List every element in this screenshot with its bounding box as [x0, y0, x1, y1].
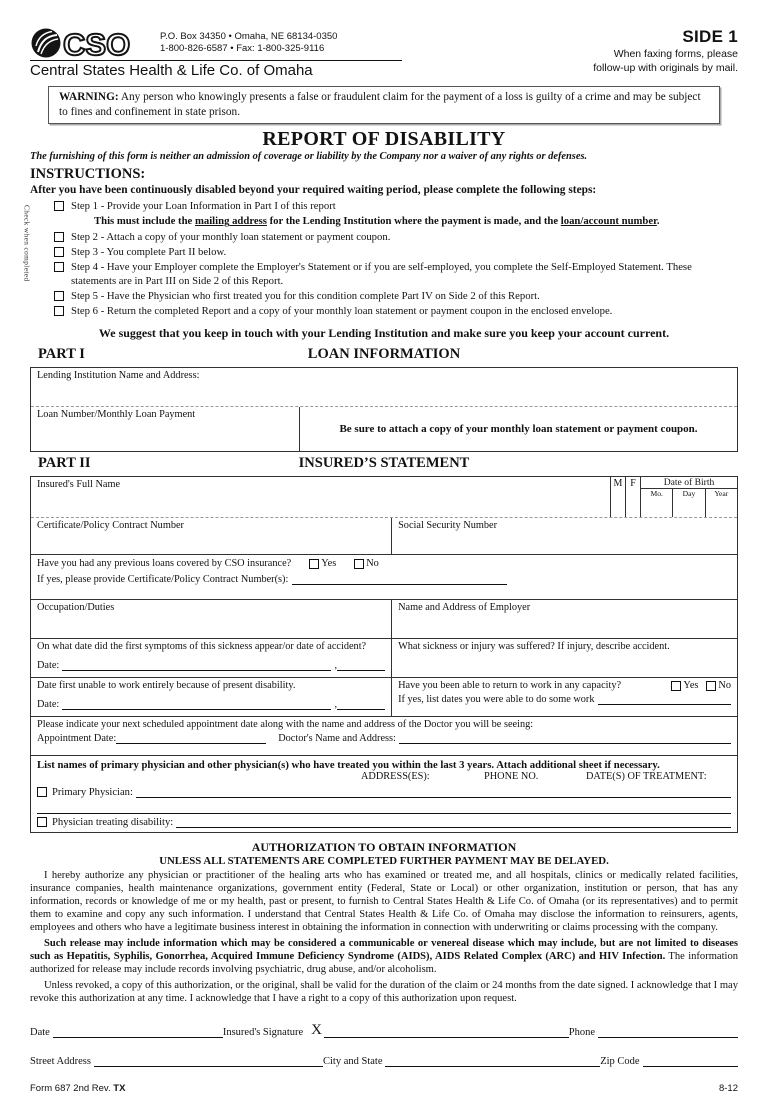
- certificate-number-label: Certificate/Policy Contract Number: [37, 520, 184, 532]
- lending-institution-field[interactable]: [31, 368, 737, 407]
- if-yes-provide-label: If yes, please provide Certificate/Policy Contract Number(s):: [37, 574, 289, 586]
- step-5-checkbox-icon[interactable]: [54, 291, 64, 301]
- appointment-intro: Please indicate your next scheduled appointment date along with the name and address of the Doctor you will be seeing:: [37, 719, 534, 731]
- insured-signature-blank-line[interactable]: [324, 1026, 569, 1038]
- part2-header: [30, 455, 738, 474]
- keep-in-touch-note: We suggest that you keep in touch with your Lending Institution and make sure you keep your account current.: [98, 326, 670, 341]
- dob-year-column[interactable]: Year: [705, 489, 737, 517]
- po-box-line: P.O. Box 34350 • Omaha, NE 68134-0350: [160, 31, 338, 42]
- step-item-5: [54, 289, 738, 303]
- sickness-question: What sickness or injury was suffered? If injury, describe accident.: [398, 641, 670, 653]
- step-1-text: Step 1 - Provide your Loan Information in Part I of this report: [71, 200, 336, 213]
- authorization-paragraph-1: I hereby authorize any physician or practitioner of the healing arts who has examined or treated me, and all hospitals, clinics or medically related facilities, insurance companies, health maintenance organizations, government entity (Federal, State or Local) or other organization, institution or person, that has any information, records or knowledge of me or my health, past or present, to furnish to Central States Health & Life Co. of Omaha (or its representatives) and to permit them to examine and copy any such information. I understand that Central States Health & Life Co. of Omaha may disclose the information to reinsurers, agents, employees and others who have a legitimate business interest in obtaining the information in connection with underwriting or claims processing with the company.: [30, 870, 738, 934]
- phone-fax-line: 1-800-826-6587 • Fax: 1-800-325-9116: [160, 43, 325, 55]
- mailing-address-underlined: mailing address: [194, 215, 267, 228]
- step-item-6: [54, 304, 738, 318]
- authorization-paragraph-2: [30, 938, 738, 977]
- step-3-checkbox-icon[interactable]: [54, 247, 64, 257]
- fax-note-line1: When faxing forms, please: [613, 48, 738, 61]
- part2-table: [30, 476, 738, 833]
- fax-note-line2: follow-up with originals by mail.: [593, 61, 738, 74]
- primary-physician-checkbox-icon[interactable]: [37, 787, 47, 797]
- previous-loans-question: Have you had any previous loans covered by CSO insurance?: [37, 558, 292, 570]
- previous-loans-yes-checkbox-icon[interactable]: [309, 559, 319, 569]
- instructions-heading: INSTRUCTIONS:: [30, 166, 146, 183]
- loan-number-field[interactable]: [31, 407, 299, 451]
- return-work-no-checkbox-icon[interactable]: [706, 681, 716, 691]
- appointment-date-blank-line[interactable]: [116, 732, 266, 744]
- step-1-note: [94, 214, 738, 228]
- step-6-checkbox-icon[interactable]: [54, 306, 64, 316]
- phone-column-label: PHONE NO.: [484, 771, 539, 783]
- page-title: REPORT OF DISABILITY: [262, 128, 506, 151]
- insured-name-field[interactable]: [31, 477, 610, 517]
- physician-extra-blank-line[interactable]: [37, 800, 731, 814]
- occupation-label: Occupation/Duties: [37, 602, 115, 614]
- employer-label: Name and Address of Employer: [398, 602, 531, 614]
- signature-row: [30, 1023, 738, 1038]
- first-symptoms-field[interactable]: [31, 639, 391, 677]
- authorization-subheading: UNLESS ALL STATEMENTS ARE COMPLETED FURTHER PAYMENT MAY BE DELAYED.: [159, 855, 609, 868]
- phone-blank-line[interactable]: [598, 1026, 738, 1038]
- return-work-yes-checkbox-icon[interactable]: [671, 681, 681, 691]
- address-row: [30, 1055, 738, 1067]
- dob-month-column[interactable]: Mo.: [650, 489, 663, 499]
- company-name: Central States Health & Life Co. of Omaha: [30, 60, 402, 79]
- form-footer: [30, 1083, 738, 1094]
- side-label: SIDE 1: [682, 27, 738, 46]
- side-info: [593, 26, 738, 75]
- doctor-name-label: Doctor's Name and Address:: [278, 733, 396, 745]
- cso-logo-icon: [30, 26, 156, 60]
- return-to-work-field: [391, 678, 737, 716]
- street-address-blank-line[interactable]: [94, 1055, 323, 1067]
- authorization-heading: AUTHORIZATION TO OBTAIN INFORMATION: [251, 840, 517, 855]
- step-item-3: [54, 245, 738, 259]
- company-address: [160, 31, 337, 56]
- signature-date-blank-line[interactable]: [53, 1026, 223, 1038]
- cso-logo-text: CSO: [63, 27, 131, 62]
- certificate-number-field[interactable]: [31, 518, 391, 554]
- female-checkbox-cell[interactable]: [625, 477, 640, 517]
- step-1-note-post: .: [656, 215, 660, 228]
- form-date-code: 8-12: [718, 1082, 738, 1094]
- work-dates-blank-line[interactable]: [598, 693, 731, 705]
- phone-label: Phone: [568, 1026, 595, 1038]
- part1-label: PART I: [38, 346, 85, 363]
- step-2-checkbox-icon[interactable]: [54, 232, 64, 242]
- physicians-header: List names of primary physician and other physician(s) who have treated you within the last 3 years. Attach additional sheet if necessary.: [37, 759, 660, 772]
- part1-header: [30, 346, 738, 365]
- female-label: F: [630, 478, 636, 490]
- previous-loans-no-checkbox-icon[interactable]: [354, 559, 364, 569]
- step-item-4: [54, 260, 738, 288]
- treating-physician-blank-line[interactable]: [176, 816, 731, 828]
- comma-2: ,: [334, 699, 338, 711]
- city-state-label: City and State: [322, 1055, 383, 1067]
- symptoms-year-blank-line[interactable]: [337, 659, 385, 671]
- city-state-blank-line[interactable]: [385, 1055, 600, 1067]
- date-label: Date:: [37, 660, 60, 672]
- treating-physician-checkbox-icon[interactable]: [37, 817, 47, 827]
- step-4-text: Step 4 - Have your Employer complete the Employer's Statement or if you are self-employed, you complete the Self-Employed Statement. These statements are in Part III on Side 2 of this Report.: [71, 260, 692, 287]
- physicians-row: [31, 756, 737, 832]
- doctor-name-blank-line[interactable]: [399, 732, 731, 744]
- dob-label: Date of Birth: [641, 477, 737, 489]
- step-1-note-mid: for the Lending Institution where the payment is made, and the: [266, 215, 561, 228]
- ssn-field[interactable]: [391, 518, 737, 554]
- form-state-code: TX: [113, 1082, 126, 1094]
- step-2-text: Step 2 - Attach a copy of your monthly loan statement or payment coupon.: [71, 230, 391, 243]
- dob-day-column[interactable]: Day: [672, 489, 704, 517]
- first-symptoms-question: On what date did the first symptoms of this sickness appear/or date of accident?: [37, 641, 367, 653]
- page-subtitle: The furnishing of this form is neither an admission of coverage or liability by the Company nor a waiver of any rights or defenses.: [30, 151, 588, 163]
- step-1-checkbox-icon[interactable]: [54, 201, 64, 211]
- ssn-label: Social Security Number: [398, 520, 498, 532]
- instructions-intro: After you have been continuously disabled beyond your required waiting period, please complete the following steps:: [30, 184, 597, 197]
- step-1-note-pre: This must include the: [94, 215, 195, 228]
- addresses-column-label: ADDRESS(ES):: [361, 771, 430, 783]
- yes-label: Yes: [321, 558, 337, 570]
- lending-institution-label: Lending Institution Name and Address:: [37, 370, 200, 382]
- occupation-field[interactable]: [31, 600, 391, 638]
- zip-code-blank-line[interactable]: [643, 1055, 738, 1067]
- sickness-field[interactable]: [391, 639, 737, 677]
- company-block: [30, 26, 402, 79]
- loan-number-label: Loan Number/Monthly Loan Payment: [37, 409, 196, 421]
- insured-signature-label: Insured's Signature: [222, 1026, 304, 1038]
- warning-box: [48, 86, 720, 124]
- authorization-paragraph-3: Unless revoked, a copy of this authorization, or the original, shall be valid for the duration of the claim or 24 months from the date signed. I acknowledge that I may revoke this authorization at any time. I acknowledge that I have a right to a copy of this authorization upon request.: [30, 980, 738, 1005]
- treating-physician-label: Physician treating disability:: [52, 817, 174, 829]
- step-item-1: [54, 199, 738, 213]
- attach-note: Be sure to attach a copy of your monthly loan statement or payment coupon.: [299, 407, 737, 451]
- form-header: [30, 26, 738, 79]
- unable-to-work-label: Date first unable to work entirely because of present disability.: [37, 680, 296, 692]
- disease-release-rest-text: The information authorized for release may include records involving psychiatric, drug abuse, and/or alcoholism.: [30, 951, 738, 976]
- street-address-label: Street Address: [30, 1055, 91, 1067]
- insured-name-label: Insured's Full Name: [37, 479, 121, 491]
- form-number: [30, 1083, 125, 1094]
- signature-x-mark: X: [311, 1021, 323, 1038]
- part1-heading: LOAN INFORMATION: [307, 346, 461, 363]
- date-of-birth-cell[interactable]: [640, 477, 737, 517]
- date-label-2: Date:: [37, 699, 60, 711]
- check-when-completed-note: Check when completed: [22, 205, 32, 282]
- no-label: No: [366, 558, 379, 570]
- appointment-date-label: Appointment Date:: [37, 733, 117, 745]
- primary-physician-label: Primary Physician:: [52, 787, 133, 799]
- part2-heading: INSURED’S STATEMENT: [298, 455, 470, 472]
- part2-label: PART II: [38, 455, 91, 472]
- if-yes-list-dates-label: If yes, list dates you were able to do some work: [398, 694, 595, 706]
- step-6-text: Step 6 - Return the completed Report and a copy of your monthly loan statement or payment coupon in the enclosed envelope.: [71, 305, 613, 318]
- primary-physician-blank-line[interactable]: [136, 786, 731, 798]
- male-label: M: [613, 478, 623, 490]
- treatment-dates-column-label: DATE(S) OF TREATMENT:: [586, 771, 707, 783]
- step-5-text: Step 5 - Have the Physician who first treated you for this condition complete Part IV on Side 2 of this Report.: [71, 290, 540, 303]
- unable-to-work-field[interactable]: [31, 678, 391, 716]
- loan-account-number-underlined: loan/account number: [560, 215, 657, 228]
- no-label-2: No: [718, 680, 731, 692]
- warning-text: Any person who knowingly presents a false or fraudulent claim for the payment of a loss is guilty of a crime and may be subject to fines and confinement in state prison.: [59, 91, 701, 118]
- warning-label: WARNING:: [59, 91, 119, 103]
- return-to-work-question: Have you been able to return to work in any capacity?: [398, 680, 622, 692]
- disease-release-bold-text: Such release may include information which may be considered a communicable or venereal disease which may include, but are not limited to diseases such as Hepatitis, Syphilis, Gonorrhea, Acquired Immune Deficiency Syndrome (AIDS), AIDS Related Complex (ARC) and HIV Infection.: [30, 938, 738, 963]
- appointment-row: [31, 717, 737, 756]
- certificate-numbers-blank-line[interactable]: [292, 573, 507, 585]
- steps-list: [22, 199, 738, 318]
- male-checkbox-cell[interactable]: [610, 477, 625, 517]
- zip-code-label: Zip Code: [600, 1055, 640, 1067]
- step-4-checkbox-icon[interactable]: [54, 262, 64, 272]
- unable-year-blank-line[interactable]: [337, 698, 385, 710]
- unable-date-blank-line[interactable]: [62, 698, 331, 710]
- part1-table: [30, 367, 738, 452]
- step-item-2: [54, 230, 738, 244]
- yes-label-2: Yes: [683, 680, 699, 692]
- symptoms-date-blank-line[interactable]: [62, 659, 331, 671]
- previous-loans-row: [31, 555, 737, 600]
- form-number-text: Form 687 2nd Rev.: [30, 1082, 111, 1094]
- comma: ,: [334, 660, 338, 672]
- employer-field[interactable]: [391, 600, 737, 638]
- signature-date-label: Date: [30, 1026, 50, 1038]
- step-3-text: Step 3 - You complete Part II below.: [71, 245, 227, 258]
